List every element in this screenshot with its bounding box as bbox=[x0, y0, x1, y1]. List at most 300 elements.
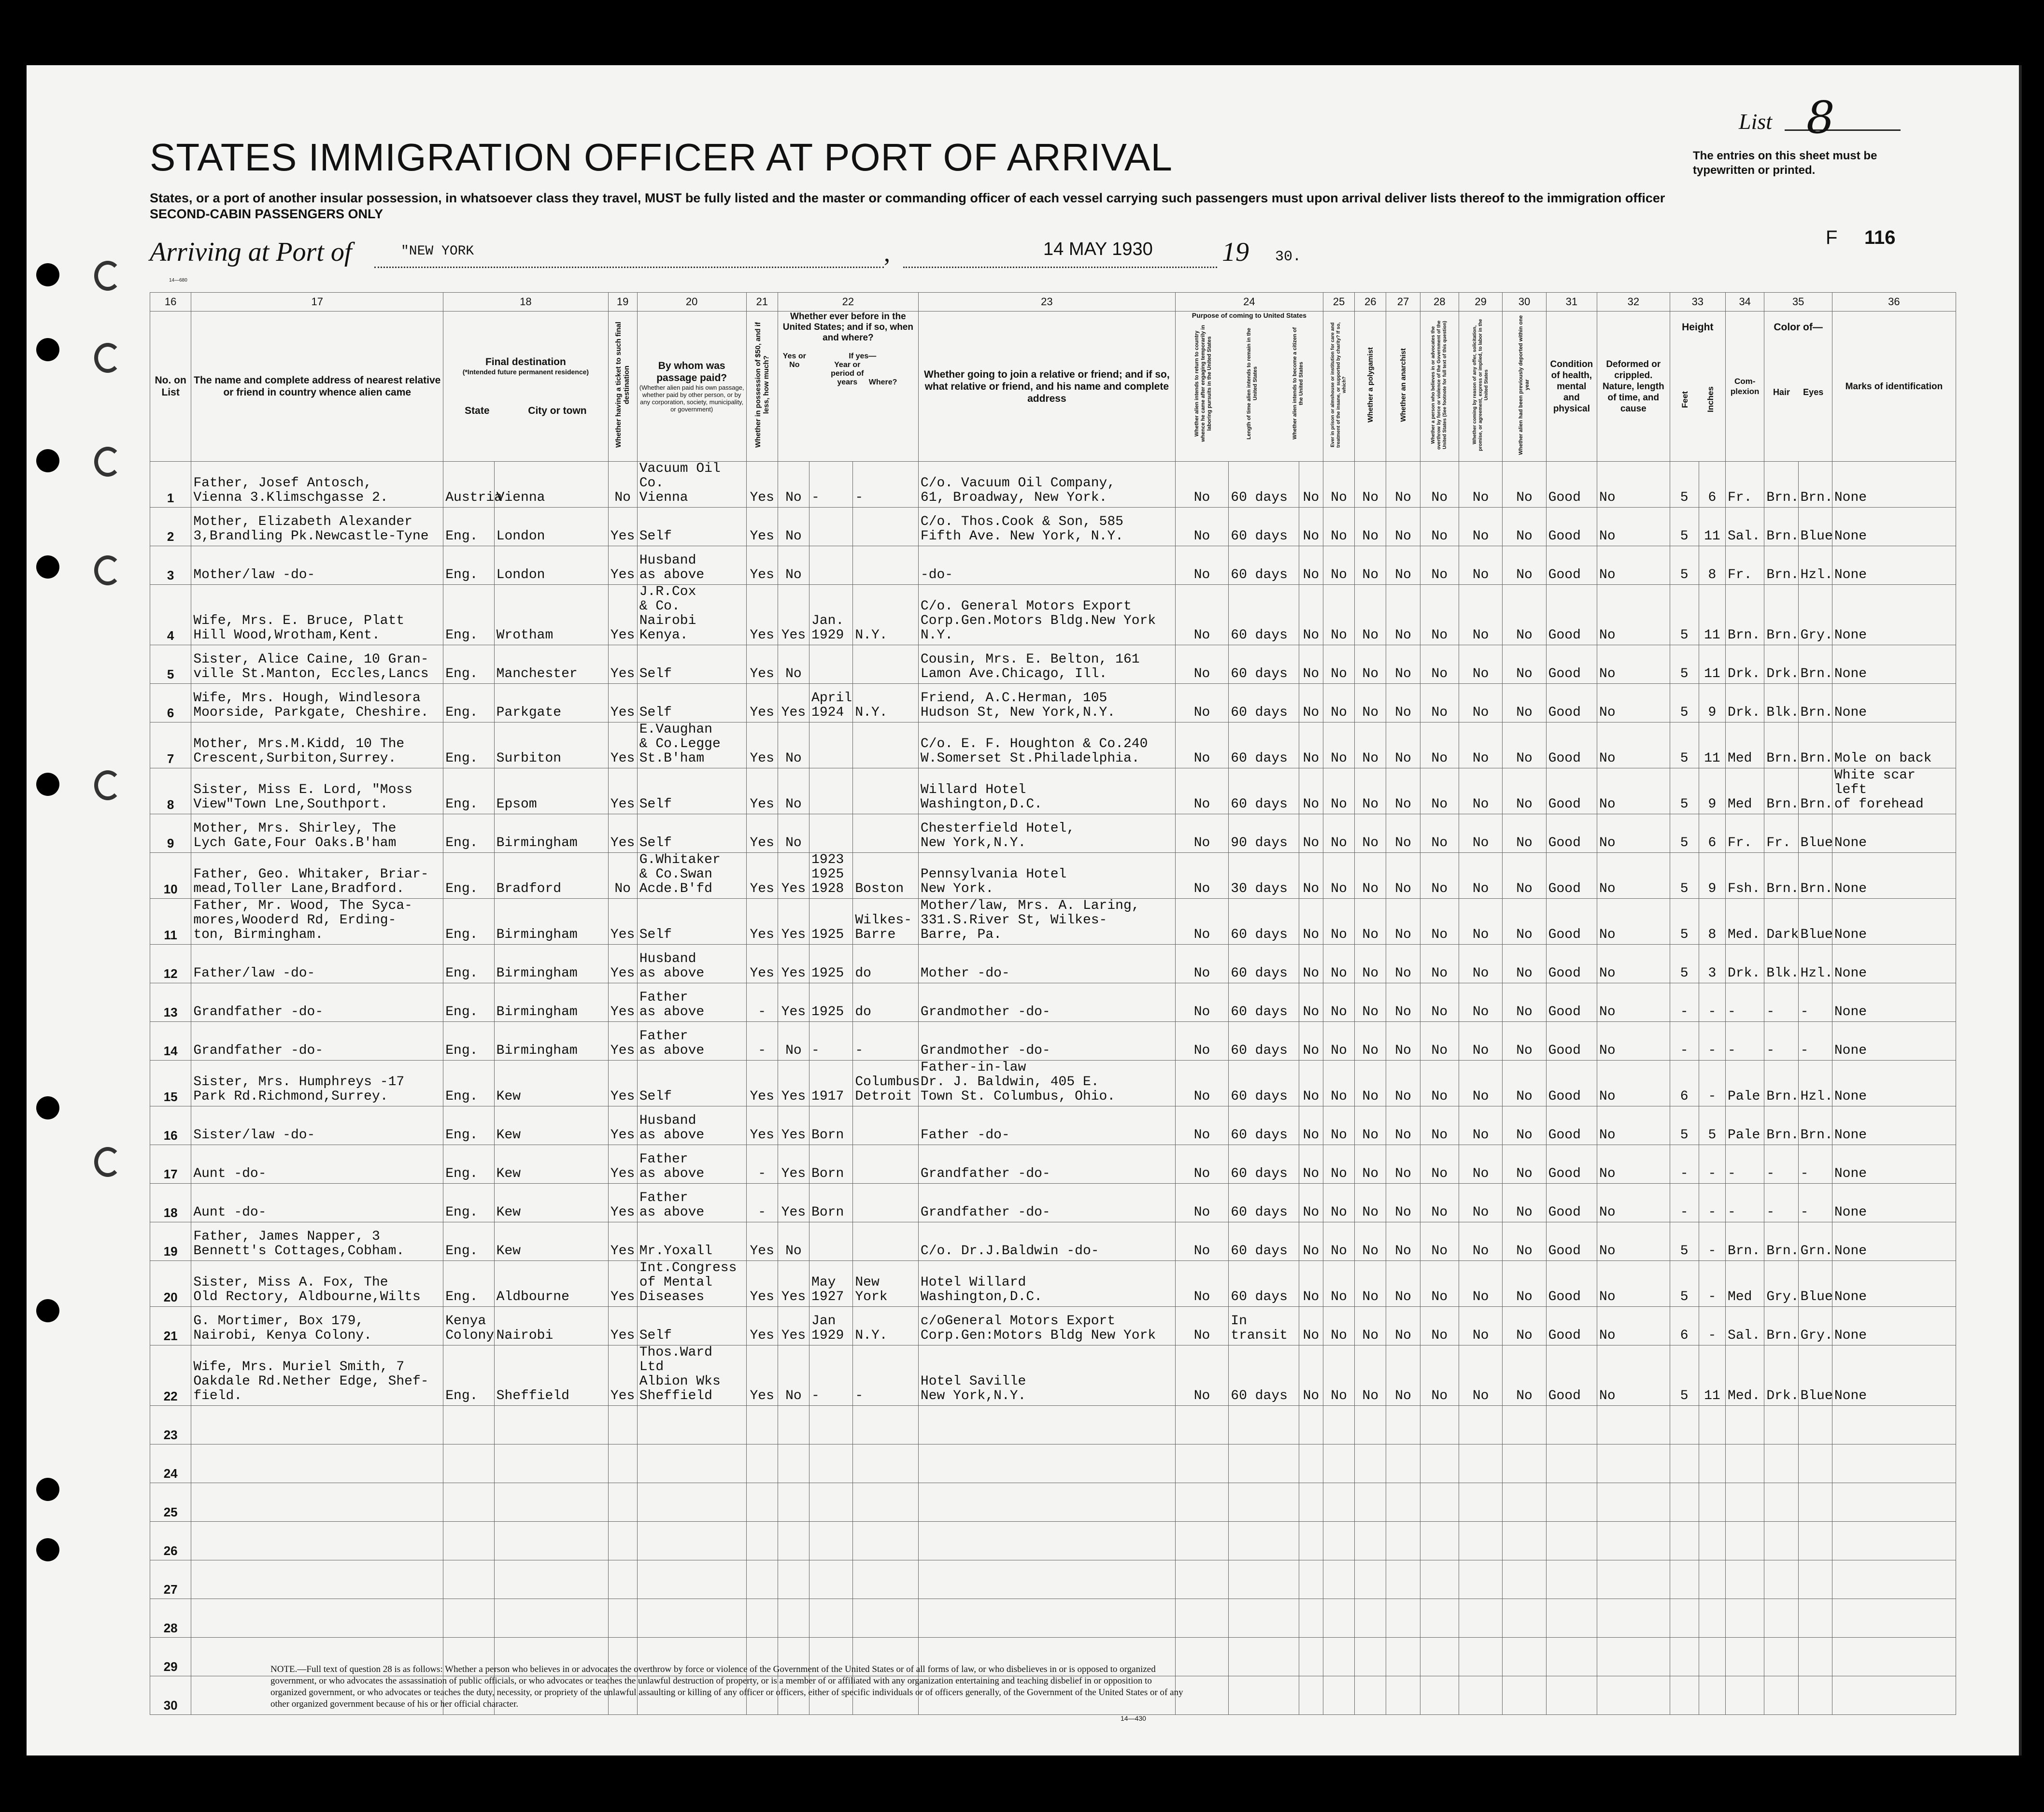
citizen-intent: No bbox=[1299, 853, 1323, 899]
year bbox=[809, 508, 853, 546]
height-feet: 5 bbox=[1670, 1106, 1699, 1145]
destination-city: Kew bbox=[494, 1145, 608, 1184]
destination-city: Vienna bbox=[494, 462, 608, 508]
height-feet: - bbox=[1670, 1145, 1699, 1184]
before-in-us: No bbox=[778, 814, 809, 853]
identification-marks: None bbox=[1832, 1307, 1956, 1345]
identification-marks: None bbox=[1832, 508, 1956, 546]
identification-marks bbox=[1832, 1406, 1956, 1444]
returning: No bbox=[1175, 1022, 1228, 1061]
destination-state: Eng. bbox=[443, 585, 494, 645]
table-row bbox=[150, 1106, 1956, 1145]
list-number: 15 bbox=[150, 1061, 191, 1106]
complexion: Drk. bbox=[1726, 684, 1764, 722]
hair-color: Dark bbox=[1764, 899, 1798, 945]
health bbox=[1546, 1560, 1597, 1599]
year: 1925 bbox=[809, 899, 853, 945]
destination-state: Eng. bbox=[443, 853, 494, 899]
arriving-label: Arriving at Port of bbox=[150, 237, 352, 267]
header-deported-text: Whether alien had been previously deported within one year bbox=[1518, 315, 1530, 455]
ticket: No bbox=[608, 853, 637, 899]
health bbox=[1546, 1676, 1597, 1715]
ticket: Yes bbox=[608, 645, 637, 684]
binder-ring bbox=[94, 555, 121, 585]
deported bbox=[1503, 1483, 1546, 1522]
table-row bbox=[150, 1406, 1956, 1444]
destination-state: Eng. bbox=[443, 899, 494, 945]
header-ticket bbox=[608, 311, 637, 462]
deformed bbox=[1597, 1444, 1670, 1483]
table-row bbox=[150, 1222, 1956, 1261]
deported: No bbox=[1503, 983, 1546, 1022]
where bbox=[853, 645, 919, 684]
polygamist: No bbox=[1355, 546, 1386, 585]
returning: No bbox=[1175, 899, 1228, 945]
identification-marks: None bbox=[1832, 983, 1956, 1022]
identification-marks: None bbox=[1832, 462, 1956, 508]
height-inches: 11 bbox=[1699, 1345, 1725, 1406]
binder-hole bbox=[36, 773, 59, 796]
eye-color: Brn. bbox=[1798, 462, 1832, 508]
labor-offer: No bbox=[1459, 768, 1503, 814]
table-row bbox=[150, 768, 1956, 814]
complexion bbox=[1726, 1638, 1764, 1676]
ticket: Yes bbox=[608, 983, 637, 1022]
length-of-stay: 90 days bbox=[1229, 814, 1299, 853]
passage-paid-by: Self bbox=[637, 1061, 746, 1106]
where bbox=[853, 508, 919, 546]
health: Good bbox=[1546, 645, 1597, 684]
passage-paid-by: Self bbox=[637, 814, 746, 853]
list-number: 1 bbox=[150, 462, 191, 508]
height-feet: 5 bbox=[1670, 814, 1699, 853]
anarchist: No bbox=[1386, 768, 1420, 814]
page-title: STATES IMMIGRATION OFFICER AT PORT OF ARRIVAL bbox=[150, 136, 1173, 179]
returning: No bbox=[1175, 722, 1228, 768]
destination-state bbox=[443, 1444, 494, 1483]
hair-color bbox=[1764, 1676, 1798, 1715]
height-inches: - bbox=[1699, 983, 1725, 1022]
returning: No bbox=[1175, 1307, 1228, 1345]
prison: No bbox=[1323, 1261, 1354, 1307]
eye-color: Blue bbox=[1798, 1261, 1832, 1307]
overthrow: No bbox=[1420, 462, 1459, 508]
passage-paid-by: Self bbox=[637, 684, 746, 722]
citizen-intent: No bbox=[1299, 768, 1323, 814]
complexion: Med. bbox=[1726, 1345, 1764, 1406]
anarchist: No bbox=[1386, 1345, 1420, 1406]
money: Yes bbox=[746, 1307, 778, 1345]
header-anarchist bbox=[1386, 311, 1420, 462]
deformed bbox=[1597, 1560, 1670, 1599]
column-number: 17 bbox=[191, 293, 443, 311]
height-inches bbox=[1699, 1483, 1725, 1522]
header-polygamist-text: Whether a polygamist bbox=[1366, 347, 1375, 423]
eye-color: Hzl. bbox=[1798, 945, 1832, 983]
returning: No bbox=[1175, 546, 1228, 585]
passage-paid-by: Self bbox=[637, 899, 746, 945]
list-number: 25 bbox=[150, 1483, 191, 1522]
complexion: Fr. bbox=[1726, 546, 1764, 585]
where: - bbox=[853, 1345, 919, 1406]
column-number: 32 bbox=[1597, 293, 1670, 311]
year: Jan 1929 bbox=[809, 1307, 853, 1345]
height-feet: 6 bbox=[1670, 1307, 1699, 1345]
joining-relative bbox=[918, 1599, 1175, 1638]
citizen-intent: No bbox=[1299, 585, 1323, 645]
citizen-intent: No bbox=[1299, 1261, 1323, 1307]
complexion: Med bbox=[1726, 768, 1764, 814]
identification-marks: None bbox=[1832, 814, 1956, 853]
money: Yes bbox=[746, 462, 778, 508]
where bbox=[853, 1599, 919, 1638]
ticket bbox=[608, 1406, 637, 1444]
height-inches: - bbox=[1699, 1184, 1725, 1222]
deformed: No bbox=[1597, 768, 1670, 814]
column-number: 27 bbox=[1386, 293, 1420, 311]
before-in-us: No bbox=[778, 768, 809, 814]
health: Good bbox=[1546, 899, 1597, 945]
prison: No bbox=[1323, 1145, 1354, 1184]
health bbox=[1546, 1522, 1597, 1560]
height-inches: 11 bbox=[1699, 722, 1725, 768]
relative-address: Mother, Elizabeth Alexander 3,Brandling Pk.Newcastle-Tyne bbox=[191, 508, 443, 546]
citizen-intent: No bbox=[1299, 1106, 1323, 1145]
year: 1923 1925 1928 bbox=[809, 853, 853, 899]
prison: No bbox=[1323, 1184, 1354, 1222]
deported bbox=[1503, 1638, 1546, 1676]
header-passage-paid-note: (Whether alien paid his own passage, whether paid by other person, or by any corporation, society, municipality, or government) bbox=[639, 384, 744, 413]
passage-paid-by: Self bbox=[637, 1307, 746, 1345]
binder-hole bbox=[36, 1299, 59, 1322]
money bbox=[746, 1522, 778, 1560]
footnote: NOTE.—Full text of question 28 is as follows: Whether a person who believes in or advocates the overthrow by force or violence of the Government of the United States or of all forms of law, or who disbelieves in or is opposed to organized government, or who advocates the assassination of public officials, or who advocates or teaches the unlawful destruction of property, or is a member of or affiliated with any organization entertaining and teaching disbelief in or opposition to organized government, or who advocates or teaches the duty, necessity, or propriety of the unlawful assaulting or killing of any officer or officers, either of specific individuals or of officers generally, of the Government of the United States or of any other organized government because of his or her official character. bbox=[270, 1664, 1183, 1709]
height-inches: 8 bbox=[1699, 546, 1725, 585]
polygamist bbox=[1355, 1522, 1386, 1560]
deported: No bbox=[1503, 546, 1546, 585]
labor-offer: No bbox=[1459, 508, 1503, 546]
header-money bbox=[746, 311, 778, 462]
destination-city: London bbox=[494, 546, 608, 585]
money bbox=[746, 1599, 778, 1638]
citizen-intent: No bbox=[1299, 983, 1323, 1022]
table-row bbox=[150, 1184, 1956, 1222]
ticket: Yes bbox=[608, 1307, 637, 1345]
length-of-stay: In transit bbox=[1229, 1307, 1299, 1345]
health: Good bbox=[1546, 684, 1597, 722]
destination-state: Austria bbox=[443, 462, 494, 508]
table-row bbox=[150, 1522, 1956, 1560]
anarchist: No bbox=[1386, 508, 1420, 546]
eye-color bbox=[1798, 1560, 1832, 1599]
height-inches bbox=[1699, 1638, 1725, 1676]
ticket: Yes bbox=[608, 585, 637, 645]
manifest-table bbox=[150, 292, 1956, 1715]
overthrow bbox=[1420, 1560, 1459, 1599]
height-inches bbox=[1699, 1406, 1725, 1444]
passage-paid-by: Husband as above bbox=[637, 945, 746, 983]
binder-ring bbox=[94, 447, 121, 477]
deformed: No bbox=[1597, 1022, 1670, 1061]
destination-state: Eng. bbox=[443, 684, 494, 722]
destination-city: Birmingham bbox=[494, 814, 608, 853]
eye-color: Brn. bbox=[1798, 684, 1832, 722]
polygamist bbox=[1355, 1599, 1386, 1638]
citizen-intent bbox=[1299, 1676, 1323, 1715]
height-inches: - bbox=[1699, 1145, 1725, 1184]
deported: No bbox=[1503, 1261, 1546, 1307]
money: - bbox=[746, 983, 778, 1022]
overthrow: No bbox=[1420, 945, 1459, 983]
binder-ring bbox=[94, 261, 121, 291]
overthrow: No bbox=[1420, 1106, 1459, 1145]
ticket: Yes bbox=[608, 1184, 637, 1222]
overthrow: No bbox=[1420, 722, 1459, 768]
column-number-row bbox=[150, 293, 1956, 311]
hair-color: Brn. bbox=[1764, 853, 1798, 899]
passage-paid-by bbox=[637, 1483, 746, 1522]
health bbox=[1546, 1599, 1597, 1638]
year bbox=[809, 1444, 853, 1483]
identification-marks: None bbox=[1832, 585, 1956, 645]
labor-offer bbox=[1459, 1676, 1503, 1715]
year bbox=[809, 722, 853, 768]
binder-hole bbox=[36, 263, 59, 286]
eye-color: Blue bbox=[1798, 1345, 1832, 1406]
length-of-stay: 60 days bbox=[1229, 899, 1299, 945]
ticket: Yes bbox=[608, 814, 637, 853]
deported: No bbox=[1503, 722, 1546, 768]
year bbox=[809, 546, 853, 585]
passage-paid-by: E.Vaughan & Co.Legge St.B'ham bbox=[637, 722, 746, 768]
height-feet: 6 bbox=[1670, 1061, 1699, 1106]
height-feet bbox=[1670, 1483, 1699, 1522]
height-inches: 11 bbox=[1699, 585, 1725, 645]
identification-marks: None bbox=[1832, 1145, 1956, 1184]
returning: No bbox=[1175, 684, 1228, 722]
length-of-stay: 60 days bbox=[1229, 684, 1299, 722]
money: Yes bbox=[746, 1061, 778, 1106]
complexion: Brn. bbox=[1726, 1222, 1764, 1261]
returning bbox=[1175, 1522, 1228, 1560]
passage-paid-by bbox=[637, 1599, 746, 1638]
table-row bbox=[150, 1061, 1956, 1106]
labor-offer: No bbox=[1459, 1307, 1503, 1345]
polygamist: No bbox=[1355, 814, 1386, 853]
joining-relative: C/o. Thos.Cook & Son, 585 Fifth Ave. New York, N.Y. bbox=[918, 508, 1175, 546]
destination-state: Eng. bbox=[443, 768, 494, 814]
polygamist: No bbox=[1355, 853, 1386, 899]
header-polygamist bbox=[1355, 311, 1386, 462]
joining-relative: Cousin, Mrs. E. Belton, 161 Lamon Ave.Chicago, Ill. bbox=[918, 645, 1175, 684]
height-inches bbox=[1699, 1676, 1725, 1715]
header-height bbox=[1670, 311, 1725, 462]
length-of-stay: 60 days bbox=[1229, 645, 1299, 684]
health: Good bbox=[1546, 508, 1597, 546]
height-feet: 5 bbox=[1670, 945, 1699, 983]
where bbox=[853, 546, 919, 585]
health: Good bbox=[1546, 1307, 1597, 1345]
anarchist: No bbox=[1386, 585, 1420, 645]
health bbox=[1546, 1483, 1597, 1522]
where: Boston bbox=[853, 853, 919, 899]
year: Jan. 1929 bbox=[809, 585, 853, 645]
passage-paid-by: Int.Congress of Mental Diseases bbox=[637, 1261, 746, 1307]
list-number: 27 bbox=[150, 1560, 191, 1599]
binder-hole bbox=[36, 338, 59, 361]
port-underline bbox=[374, 266, 884, 268]
identification-marks: None bbox=[1832, 645, 1956, 684]
deported: No bbox=[1503, 1345, 1546, 1406]
citizen-intent bbox=[1299, 1522, 1323, 1560]
returning: No bbox=[1175, 585, 1228, 645]
height-feet: 5 bbox=[1670, 899, 1699, 945]
length-of-stay: 60 days bbox=[1229, 1184, 1299, 1222]
list-number: 11 bbox=[150, 899, 191, 945]
where: Columbus Detroit bbox=[853, 1061, 919, 1106]
complexion: Fr. bbox=[1726, 814, 1764, 853]
ticket: Yes bbox=[608, 508, 637, 546]
joining-relative: Friend, A.C.Herman, 105 Hudson St, New York,N.Y. bbox=[918, 684, 1175, 722]
height-inches: 6 bbox=[1699, 462, 1725, 508]
overthrow: No bbox=[1420, 1307, 1459, 1345]
header-ticket-text: Whether having a ticket to such final destination bbox=[614, 322, 631, 448]
deported: No bbox=[1503, 814, 1546, 853]
complexion: - bbox=[1726, 983, 1764, 1022]
complexion bbox=[1726, 1522, 1764, 1560]
length-of-stay: 60 days bbox=[1229, 1222, 1299, 1261]
header-marks: Marks of identification bbox=[1832, 311, 1956, 462]
prison bbox=[1323, 1406, 1354, 1444]
year-suffix: 30. bbox=[1275, 249, 1302, 265]
health bbox=[1546, 1444, 1597, 1483]
before-in-us: No bbox=[778, 1222, 809, 1261]
table-row bbox=[150, 722, 1956, 768]
header-prison bbox=[1323, 311, 1354, 462]
money: Yes bbox=[746, 508, 778, 546]
hair-color: - bbox=[1764, 1145, 1798, 1184]
header-purpose bbox=[1175, 311, 1323, 462]
eye-color: Gry. bbox=[1798, 585, 1832, 645]
labor-offer: No bbox=[1459, 814, 1503, 853]
relative-address bbox=[191, 1406, 443, 1444]
before-in-us: Yes bbox=[778, 1261, 809, 1307]
length-of-stay bbox=[1229, 1676, 1299, 1715]
returning: No bbox=[1175, 768, 1228, 814]
deported: No bbox=[1503, 1145, 1546, 1184]
list-number: 4 bbox=[150, 585, 191, 645]
prison: No bbox=[1323, 684, 1354, 722]
overthrow: No bbox=[1420, 1345, 1459, 1406]
list-number: 3 bbox=[150, 546, 191, 585]
passage-paid-by: Thos.Ward Ltd Albion Wks Sheffield bbox=[637, 1345, 746, 1406]
anarchist bbox=[1386, 1676, 1420, 1715]
before-in-us: No bbox=[778, 1022, 809, 1061]
returning: No bbox=[1175, 645, 1228, 684]
column-number: 25 bbox=[1323, 293, 1354, 311]
eye-color bbox=[1798, 1522, 1832, 1560]
before-in-us: Yes bbox=[778, 1184, 809, 1222]
deformed bbox=[1597, 1483, 1670, 1522]
citizen-intent: No bbox=[1299, 508, 1323, 546]
destination-state: Eng. bbox=[443, 945, 494, 983]
anarchist: No bbox=[1386, 1061, 1420, 1106]
ticket bbox=[608, 1522, 637, 1560]
before-in-us: No bbox=[778, 462, 809, 508]
relative-address: Mother, Mrs. Shirley, The Lych Gate,Four Oaks.B'ham bbox=[191, 814, 443, 853]
before-in-us: Yes bbox=[778, 1061, 809, 1106]
anarchist: No bbox=[1386, 1222, 1420, 1261]
health: Good bbox=[1546, 722, 1597, 768]
health: Good bbox=[1546, 1345, 1597, 1406]
where: - bbox=[853, 462, 919, 508]
deformed: No bbox=[1597, 853, 1670, 899]
year: April 1924 bbox=[809, 684, 853, 722]
hair-color: Brn. bbox=[1764, 722, 1798, 768]
destination-city bbox=[494, 1406, 608, 1444]
health: Good bbox=[1546, 1145, 1597, 1184]
eye-color: Gry. bbox=[1798, 1307, 1832, 1345]
relative-address: Wife, Mrs. Hough, Windlesora Moorside, Parkgate, Cheshire. bbox=[191, 684, 443, 722]
anarchist: No bbox=[1386, 1145, 1420, 1184]
health: Good bbox=[1546, 768, 1597, 814]
passage-paid-by bbox=[637, 1560, 746, 1599]
table-row bbox=[150, 1307, 1956, 1345]
joining-relative: Chesterfield Hotel, New York,N.Y. bbox=[918, 814, 1175, 853]
port-of-arrival: "NEW YORK bbox=[401, 244, 474, 259]
identification-marks: None bbox=[1832, 546, 1956, 585]
destination-state: Eng. bbox=[443, 1222, 494, 1261]
eye-color bbox=[1798, 1638, 1832, 1676]
where bbox=[853, 1560, 919, 1599]
deported bbox=[1503, 1676, 1546, 1715]
year: 1925 bbox=[809, 945, 853, 983]
destination-state: Eng. bbox=[443, 645, 494, 684]
money: Yes bbox=[746, 899, 778, 945]
overthrow bbox=[1420, 1676, 1459, 1715]
height-feet: - bbox=[1670, 1184, 1699, 1222]
relative-address: Mother, Mrs.M.Kidd, 10 The Crescent,Surbiton,Surrey. bbox=[191, 722, 443, 768]
comma: , bbox=[884, 240, 890, 267]
ticket: Yes bbox=[608, 1061, 637, 1106]
labor-offer bbox=[1459, 1406, 1503, 1444]
before-in-us: No bbox=[778, 1345, 809, 1406]
binder-hole bbox=[36, 1478, 59, 1501]
deformed: No bbox=[1597, 1222, 1670, 1261]
where bbox=[853, 1222, 919, 1261]
relative-address: Father, Mr. Wood, The Syca- mores,Wooderd Rd, Erding- ton, Birmingham. bbox=[191, 899, 443, 945]
hair-color: Brn. bbox=[1764, 462, 1798, 508]
joining-relative: Willard Hotel Washington,D.C. bbox=[918, 768, 1175, 814]
deformed: No bbox=[1597, 1307, 1670, 1345]
length-of-stay: 60 days bbox=[1229, 1345, 1299, 1406]
citizen-intent bbox=[1299, 1483, 1323, 1522]
ticket: Yes bbox=[608, 1106, 637, 1145]
labor-offer: No bbox=[1459, 722, 1503, 768]
column-number: 36 bbox=[1832, 293, 1956, 311]
destination-state: Eng. bbox=[443, 1106, 494, 1145]
health: Good bbox=[1546, 462, 1597, 508]
height-feet bbox=[1670, 1406, 1699, 1444]
returning: No bbox=[1175, 1061, 1228, 1106]
list-number: 8 bbox=[150, 768, 191, 814]
returning bbox=[1175, 1483, 1228, 1522]
joining-relative: Hotel Willard Washington,D.C. bbox=[918, 1261, 1175, 1307]
joining-relative: Pennsylvania Hotel New York. bbox=[918, 853, 1175, 899]
binder-ring bbox=[94, 770, 121, 800]
citizen-intent: No bbox=[1299, 462, 1323, 508]
joining-relative bbox=[918, 1444, 1175, 1483]
